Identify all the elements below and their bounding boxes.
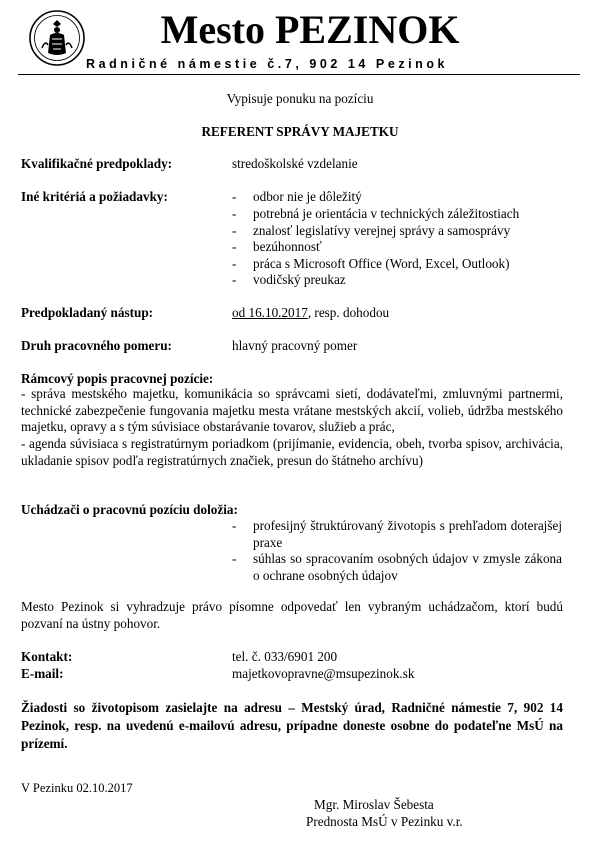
- position-title: REFERENT SPRÁVY MAJETKU: [201, 124, 399, 139]
- documents-bullet: -: [232, 551, 237, 566]
- criteria-item: odbor nie je dôležitý: [253, 189, 362, 204]
- employment-label: Druh pracovného pomeru:: [21, 338, 172, 353]
- criteria-bullet: -: [232, 189, 237, 204]
- criteria-item: potrebná je orientácia v technických záležitostiach: [253, 206, 520, 221]
- criteria-bullet: -: [232, 239, 237, 254]
- qualification-label: Kvalifikačné predpoklady:: [21, 156, 173, 171]
- description-label: Rámcový popis pracovnej pozície:: [21, 371, 214, 386]
- criteria-label: Iné kritériá a požiadavky:: [21, 189, 168, 204]
- header-address: Radničné námestie č.7, 902 14 Pezinok: [86, 57, 449, 71]
- contact-email: majetkovopravne@msupezinok.sk: [232, 666, 415, 681]
- criteria-item: vodičský preukaz: [253, 272, 346, 287]
- signature-name: Mgr. Miroslav Šebesta: [314, 797, 434, 812]
- signature-role: Prednosta MsÚ v Pezinku v.r.: [306, 814, 463, 829]
- intro-text: Vypisuje ponuku na pozíciu: [226, 91, 374, 106]
- criteria-item: práca s Microsoft Office (Word, Excel, Outlook): [253, 256, 510, 271]
- application-instructions: Žiadosti so životopisom zasielajte na adresu – Mestský úrad, Radničné námestie 7, 902 14 Pezinok, resp. na uvedenú e-mailovú adresu, prípadne doneste osobne do podateľne MsÚ na prízemí.: [21, 700, 563, 751]
- start-date-note: , resp. dohodou: [307, 305, 390, 320]
- page-title: Mesto PEZINOK: [160, 7, 460, 52]
- qualification-value: stredoškolské vzdelanie: [232, 156, 358, 171]
- documents-item: profesijný štruktúrovaný životopis s prehľadom doterajšej praxe: [253, 518, 562, 550]
- contact-phone: tel. č. 033/6901 200: [232, 649, 338, 664]
- header-divider: [18, 74, 580, 75]
- description-paragraph: - správa mestského majetku, komunikácia so správcami sietí, dodávateľmi, zmluvnými partnermi, technické zabezpečenie fungovania majetku mesta vrátane mestských akcií, volieb, údržba mestského majetku, opravy a s tým súvisiace obstarávanie tovarov, služieb a prác,: [21, 386, 563, 434]
- start-label: Predpokladaný nástup:: [21, 305, 154, 320]
- criteria-bullet: -: [232, 272, 237, 287]
- criteria-item: bezúhonnosť: [253, 239, 322, 254]
- contact-label: Kontakt:: [21, 649, 73, 664]
- date-place: V Pezinku 02.10.2017: [21, 781, 133, 795]
- selection-note: Mesto Pezinok si vyhradzuje právo písomne odpovedať len vybraným uchádzačom, ktorí budú pozvaní na ústny pohovor.: [21, 599, 563, 631]
- email-label: E-mail:: [21, 666, 64, 681]
- start-value: [232, 305, 389, 321]
- documents-label: Uchádzači o pracovnú pozíciu doložia:: [21, 502, 238, 517]
- criteria-item: znalosť legislatívy verejnej správy a samosprávy: [253, 223, 511, 238]
- criteria-bullet: -: [232, 223, 237, 238]
- criteria-bullet: -: [232, 256, 237, 271]
- description-paragraph: - agenda súvisiaca s registratúrnym poriadkom (prijímanie, evidencia, obeh, tvorba spisov, archivácia, ukladanie spisov podľa registratúrnych značiek, presun do štátneho archívu): [21, 436, 563, 468]
- criteria-bullet: -: [232, 206, 237, 221]
- documents-bullet: -: [232, 518, 237, 533]
- start-date: od 16.10.2017: [232, 305, 308, 320]
- employment-value: hlavný pracovný pomer: [232, 338, 358, 353]
- documents-item: súhlas so spracovaním osobných údajov v zmysle zákona o ochrane osobných údajov: [253, 551, 562, 583]
